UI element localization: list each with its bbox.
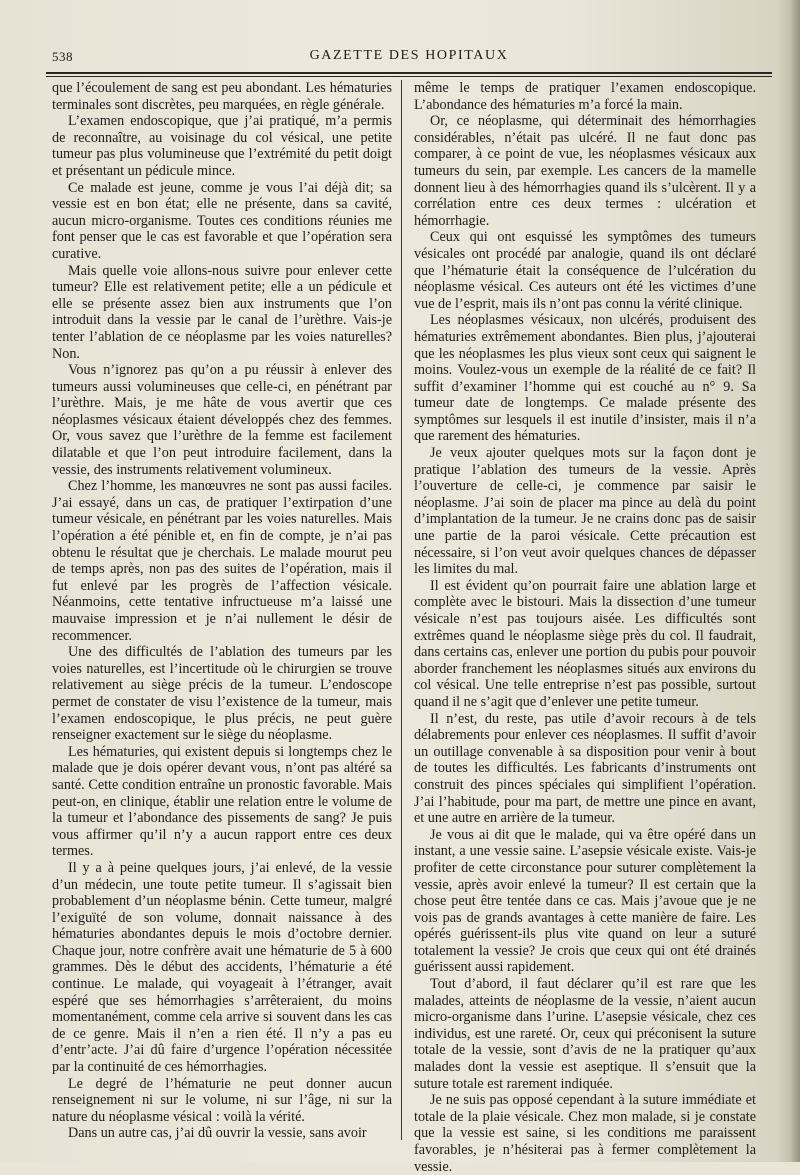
paragraph: Tout d’abord, il faut déclarer qu’il est rare que les malades, atteints de néoplasme de la vessie, n’aient aucun micro-organisme dans l’urine. L’asepsie vésicale, chez ces individus, est une rareté. Or, ceux qui préconisent la suture totale de la vessie, sont d’avis de ne la pratiquer qu’aux malades dont la vessie est aseptique. Il s’ensuit que la suture totale est rarement indiquée. (414, 976, 756, 1092)
page-edge-shadow (790, 0, 800, 1162)
paragraph: Le degré de l’hématurie ne peut donner aucun renseignement ni sur le volume, ni sur l’âge, ni sur la nature du néoplasme vésical : voilà la vérité. (52, 1075, 392, 1125)
paragraph: Ce malade est jeune, comme je vous l’ai déjà dit; sa vessie est en bon état; elle ne présente, dans sa cavité, aucun micro-organisme. Toutes ces conditions réunies me font penser que le cas est favorable et que l’opération sera curative. (52, 179, 392, 262)
running-title: GAZETTE DES HOPITAUX (309, 48, 509, 63)
left-column (52, 80, 392, 1142)
paragraph: Je ne suis pas opposé cependant à la suture immédiate et totale de la plaie vésicale. Chez mon malade, si je constate que la vessie est saine, si les conditions me paraissent favorables, je n’hésiterai pas à fermer complètement la vessie. (414, 1092, 756, 1175)
header-rule-thick (46, 72, 772, 74)
paragraph: Je veux ajouter quelques mots sur la façon dont je pratique l’ablation des tumeurs de la vessie. Après l’ouverture de celle-ci, je commence par saisir le néoplasme. J’ai soin de placer ma pince au delà du point d’implantation de la tumeur. Je ne crains donc pas de saisir une partie de la paroi vésicale. Cette précaution est nécessaire, si l’on veut avoir quelques chances de dépasser les limites du mal. (414, 445, 756, 578)
paragraph: Chez l’homme, les manœuvres ne sont pas aussi faciles. J’ai essayé, dans un cas, de pratiquer l’extirpation d’une tumeur vésicale, en pénétrant par les voies naturelles. Mais l’opération a été pénible et, en fin de compte, je n’ai pas obtenu le résultat que je cherchais. Le malade mourut peu de temps après, non pas des suites de l’opération, mais il fut enlevé par les progrès de l’affection vésicale. Néanmoins, cette tentative infructueuse m’a laissé une mauvaise impression et je n’ai nullement le désir de recommencer. (52, 478, 392, 644)
paragraph: Il n’est, du reste, pas utile d’avoir recours à de tels délabrements pour enlever ces néoplasmes. Il suffit d’avoir un outillage convenable à sa disposition pour venir à bout de toutes les difficultés. Les fabricants d’instruments ont construit des pinces spéciales qui simplifient l’opération. J’ai l’habitude, pour ma part, de mettre une pince en avant, et une autre en arrière de la tumeur. (414, 710, 756, 827)
paragraph: Ceux qui ont esquissé les symptômes des tumeurs vésicales ont procédé par analogie, quand ils ont déclaré que l’hématurie était la conséquence de l’ulcération du néoplasme vésical. Ces auteurs ont été les victimes d’une vue de l’esprit, mais ils n’ont pas connu la vérité clinique. (414, 229, 756, 312)
column-divider (401, 80, 402, 1140)
paragraph: Dans un autre cas, j’ai dû ouvrir la vessie, sans avoir (68, 1125, 367, 1142)
paragraph: que l’écoulement de sang est peu abondant. Les hématuries terminales sont discrètes, peu marquées, en règle générale. (52, 80, 392, 113)
paragraph: Il y a à peine quelques jours, j’ai enlevé, de la vessie d’un médecin, une toute petite tumeur. Il s’agissait bien probablement d’un néoplasme bénin. Cette tumeur, malgré l’exiguïté de son volume, donnait naissance à des hématuries abondantes depuis le mois d’octobre dernier. Chaque jour, notre confrère avait une hématurie de 5 à 600 grammes. Dès le début des accidents, l’hématurie a été continue. Le malade, qui voyageait à l’étranger, avait espéré que ses hémorrhagies s’arrêteraient, du moins momentanément, comme cela arrive si souvent dans les cas de ce genre. Mais il n’en a rien été. Il n’y a pas eu d’entr’acte. J’ai dû faire d’urgence l’opération nécessitée par la continuité de ces hémorrhagies. (52, 859, 392, 1076)
paragraph: Les néoplasmes vésicaux, non ulcérés, produisent des hématuries extrêmement abondantes. Bien plus, j’ajouterai que les néoplasmes les plus vieux sont ceux qui saignent le moins. Voulez-vous un exemple de la réalité de ce fait? Il suffit d’examiner l’homme qui est couché au n° 9. Sa tumeur date de longtemps. Ce malade présente des symptômes sur lesquels il est inutile d’insister, mais il n’a que rarement des hématuries. (414, 312, 756, 445)
page-number: 538 (52, 49, 73, 64)
paragraph: Or, ce néoplasme, qui déterminait des hémorrhagies considérables, n’était pas ulcéré. Il ne faut donc pas comparer, à ce point de vue, les néoplasmes vésicaux aux tumeurs du sein, par exemple. Les cancers de la mamelle donnent lieu à des hémorrhagies quand ils s’ulcèrent. Il y a corrélation entre ces deux termes : ulcération et hémorrhagie. (414, 113, 756, 229)
right-column (414, 80, 756, 1175)
paragraph: Une des difficultés de l’ablation des tumeurs par les voies naturelles, est l’incertitude où le chirurgien se trouve relativement au siège précis de la tumeur. L’endoscope permet de constater de visu l’existence de la tumeur, mais l’examen endoscopique, le plus précis, ne peut guère renseigner exactement sur le siège du néoplasme. (52, 644, 392, 744)
paragraph: Il est évident qu’on pourrait faire une ablation large et complète avec le bistouri. Mais la dissection d’une tumeur vésicale n’est pas toujours aisée. Les difficultés sont extrêmes quand le néoplasme siège près du col. Il faudrait, dans certains cas, enlever une portion du pubis pour pouvoir aborder franchement les néoplasmes situés aux environs du col vésical. Une telle entreprise n’est pas possible, surtout quand il ne s’agit que d’enlever une petite tumeur. (414, 577, 756, 710)
page-header (46, 44, 772, 68)
header-rule-thin (46, 76, 772, 77)
paragraph: Vous n’ignorez pas qu’on a pu réussir à enlever des tumeurs aussi volumineuses que celle-ci, en pénétrant par l’urèthre. Mais, je me hâte de vous avertir que ces néoplasmes vésicaux étaient développés chez des femmes. Or, vous savez que l’urèthre de la femme est facilement dilatable et que l’on peut introduire facilement, dans la vessie, des instruments relativement volumineux. (52, 362, 392, 478)
paragraph: Mais quelle voie allons-nous suivre pour enlever cette tumeur? Elle est relativement petite; elle a un pédicule et elle se présente assez bien aux instruments que l’on introduit dans la vessie par le canal de l’urèthre. Vais-je tenter l’ablation de ce néoplasme par les voies naturelles? Non. (52, 262, 392, 362)
paragraph: Je vous ai dit que le malade, qui va être opéré dans un instant, a une vessie saine. L’asepsie vésicale existe. Vais-je profiter de cette circonstance pour suturer complètement la vessie, après avoir enlevé la tumeur? Il est certain que la chose peut être tentée dans ce cas. Mais j’avoue que je ne vois pas de grands avantages à cette manière de faire. Les opérés guérissent-ils plus vite quand on leur a suturé totalement la vessie? Je crois que ceux qui ont été drainés guérissent aussi rapidement. (414, 826, 756, 976)
paragraph: L’examen endoscopique, que j’ai pratiqué, m’a permis de reconnaître, au voisinage du col vésical, une petite tumeur pas plus volumineuse que l’extrémité du petit doigt et présentant un pédicule mince. (52, 113, 392, 179)
paragraph: même le temps de pratiquer l’examen endoscopique. L’abondance des hématuries m’a forcé la main. (414, 80, 756, 113)
paragraph: Les hématuries, qui existent depuis si longtemps chez le malade que je dois opérer devant vous, n’ont pas altéré sa santé. Cette condition entraîne un pronostic favorable. Mais peut-on, en clinique, établir une relation entre le volume de la tumeur et l’abondance des pissements de sang? Je puis vous affirmer qu’il n’y a aucun rapport entre ces deux termes. (52, 743, 392, 860)
